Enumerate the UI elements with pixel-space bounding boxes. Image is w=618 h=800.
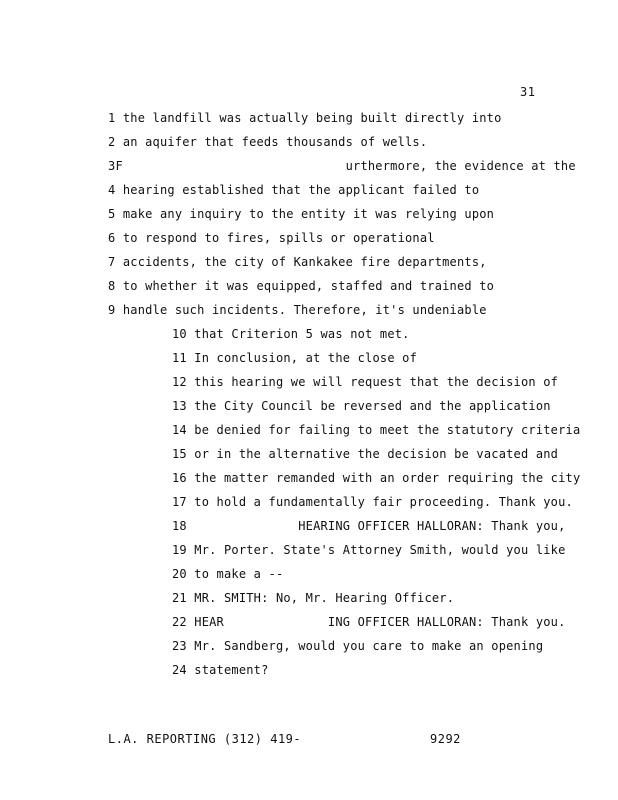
- footer-reporter: L.A. REPORTING (312) 419-: [108, 732, 302, 746]
- line-number: 12: [172, 375, 187, 389]
- transcript-line: [172, 492, 573, 512]
- line-number: 2: [108, 135, 116, 149]
- line-number: 3: [108, 159, 116, 173]
- transcript-line: [172, 636, 543, 656]
- line-number: 11: [172, 351, 187, 365]
- line-number: 20: [172, 567, 187, 581]
- transcript-line: [172, 588, 454, 608]
- transcript-line: [108, 252, 487, 272]
- line-text: hearing established that the applicant failed to: [115, 183, 480, 197]
- line-text: the matter remanded with an order requiring the city: [186, 471, 581, 485]
- line-text: to hold a fundamentally fair proceeding. Thank you.: [186, 495, 573, 509]
- transcript-line: [172, 324, 410, 344]
- transcript-line: [108, 108, 502, 128]
- line-number: 13: [172, 399, 187, 413]
- line-text: accidents, the city of Kankakee fire departments,: [115, 255, 487, 269]
- line-text: In conclusion, at the close of: [186, 351, 418, 365]
- transcript-line: [108, 156, 576, 176]
- line-text: statement?: [186, 663, 269, 677]
- line-number: 6: [108, 231, 116, 245]
- transcript-line: [172, 660, 269, 680]
- page-number: 31: [520, 85, 536, 99]
- line-number: 23: [172, 639, 187, 653]
- transcript-line: [172, 348, 417, 368]
- line-text: this hearing we will request that the decision of: [186, 375, 559, 389]
- line-text: MR. SMITH: No, Mr. Hearing Officer.: [186, 591, 455, 605]
- line-number: 7: [108, 255, 116, 269]
- transcript-line: [172, 468, 580, 488]
- transcript-line: [172, 564, 283, 584]
- line-number: 10: [172, 327, 187, 341]
- line-text: make any inquiry to the entity it was relying upon: [115, 207, 495, 221]
- line-text: the landfill was actually being built directly into: [115, 111, 502, 125]
- line-text: an aquifer that feeds thousands of wells.: [115, 135, 428, 149]
- transcript-line: [108, 180, 479, 200]
- line-number: 16: [172, 471, 187, 485]
- transcript-line: [108, 276, 494, 296]
- line-number: 8: [108, 279, 116, 293]
- line-number: 14: [172, 423, 187, 437]
- transcript-line: [172, 420, 580, 440]
- line-number: 21: [172, 591, 187, 605]
- line-text: Mr. Sandberg, would you care to make an opening: [186, 639, 544, 653]
- line-text: the City Council be reversed and the application: [186, 399, 551, 413]
- line-number: 9: [108, 303, 116, 317]
- line-number: 19: [172, 543, 187, 557]
- line-text: HEAR ING OFFICER HALLORAN: Thank you.: [186, 615, 566, 629]
- transcript-line: [172, 444, 558, 464]
- line-number: 18: [172, 519, 187, 533]
- line-text: that Criterion 5 was not met.: [186, 327, 410, 341]
- footer-phone-suffix: 9292: [430, 732, 461, 746]
- transcript-line: [108, 204, 494, 224]
- transcript-line: [172, 516, 566, 536]
- line-number: 4: [108, 183, 116, 197]
- transcript-line: [172, 372, 558, 392]
- transcript-line: [108, 132, 427, 152]
- transcript-line: [172, 396, 551, 416]
- line-number: 22: [172, 615, 187, 629]
- transcript-line: [172, 612, 566, 632]
- line-text: F urthermore, the evidence at the: [115, 159, 576, 173]
- line-text: to whether it was equipped, staffed and trained to: [115, 279, 495, 293]
- line-text: to respond to fires, spills or operational: [115, 231, 435, 245]
- line-number: 17: [172, 495, 187, 509]
- line-text: handle such incidents. Therefore, it's undeniable: [115, 303, 487, 317]
- line-text: HEARING OFFICER HALLORAN: Thank you,: [186, 519, 566, 533]
- transcript-line: [172, 540, 566, 560]
- line-text: Mr. Porter. State's Attorney Smith, would you like: [186, 543, 566, 557]
- transcript-line: [108, 300, 487, 320]
- line-number: 24: [172, 663, 187, 677]
- line-text: or in the alternative the decision be vacated and: [186, 447, 559, 461]
- line-number: 1: [108, 111, 116, 125]
- line-text: to make a --: [186, 567, 284, 581]
- line-text: be denied for failing to meet the statutory criteria: [186, 423, 581, 437]
- line-number: 5: [108, 207, 116, 221]
- transcript-line: [108, 228, 435, 248]
- line-number: 15: [172, 447, 187, 461]
